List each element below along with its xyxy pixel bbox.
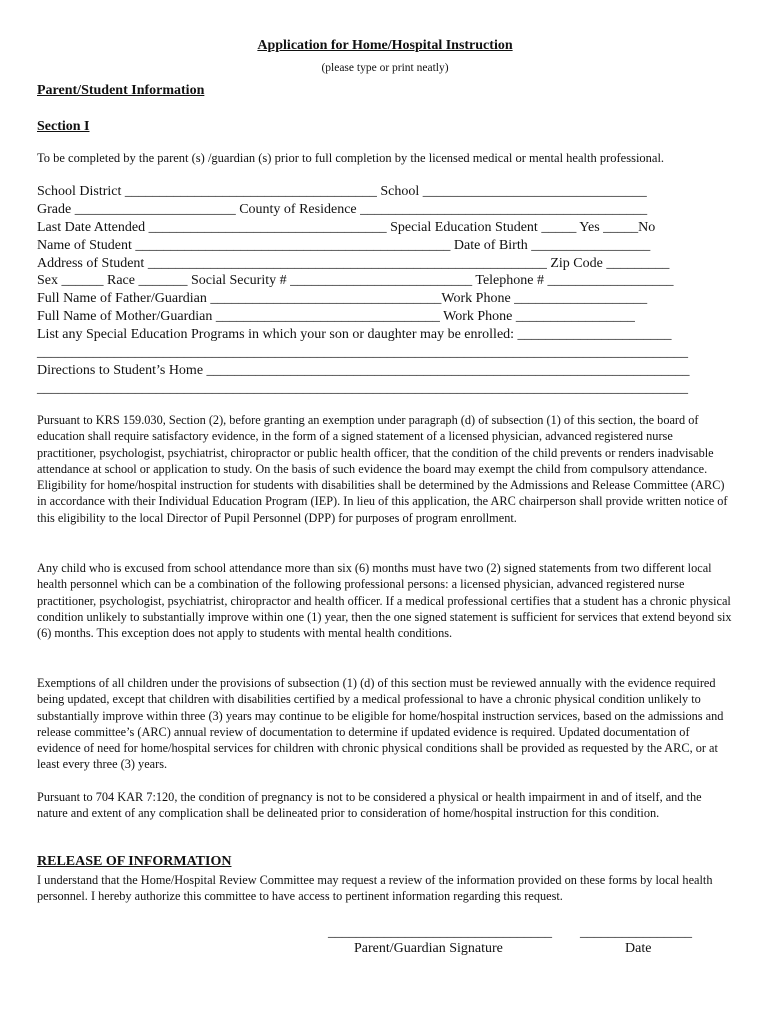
date-label: Date bbox=[625, 941, 652, 956]
paragraph-pregnancy: Pursuant to 704 KAR 7:120, the condition of pregnancy is not to be considered a physical or health impairment in and of itself, and the nature and extent of any complication shall be delineated prior to consideration of home/hospital instruction for this condition. bbox=[37, 790, 702, 821]
date-line[interactable]: ________________ bbox=[580, 925, 692, 940]
grade-line[interactable]: Grade _______________________ County of Residence _________________________________________ bbox=[37, 202, 648, 217]
directions-continuation[interactable]: _____________________________________________________________________________________________ bbox=[37, 381, 688, 396]
school-district-line[interactable]: School District ____________________________________ School ________________________________ bbox=[37, 184, 647, 199]
sex-race-ssn-line[interactable]: Sex ______ Race _______ Social Security # __________________________ Telephone # __________________ bbox=[37, 273, 674, 288]
paragraph-exemptions: Exemptions of all children under the provisions of subsection (1) (d) of this section must be reviewed annually with the evidence required being updated, except that children with disabilities certified by a medical professional to have a chronic physical condition unlikely to substantially improve within three (3) years may continue to be eligible for home/hospital instruction services, based on the admissions and release committee’s (ARC) annual review of documentation to determine if updated evidence is required. Updated documentation of evidence of need for home/hospital services for children with chronic physical conditions shall be provided as requested by the ARC, or at least every three (3) years. bbox=[37, 676, 724, 772]
section-label: Section I bbox=[37, 119, 90, 134]
mother-name-line[interactable]: Full Name of Mother/Guardian ________________________________ Work Phone _________________ bbox=[37, 309, 635, 324]
special-ed-programs-continuation[interactable]: _____________________________________________________________________________________________ bbox=[37, 345, 688, 360]
intro-text: To be completed by the parent (s) /guardian (s) prior to full completion by the licensed medical or mental health professional. bbox=[37, 151, 665, 165]
last-date-attended-line[interactable]: Last Date Attended __________________________________ Special Education Student _____ Yes _____No bbox=[37, 220, 656, 235]
student-name-line[interactable]: Name of Student _____________________________________________ Date of Birth _________________ bbox=[37, 238, 651, 253]
document-title: Application for Home/Hospital Instruction bbox=[257, 38, 513, 53]
signature-label: Parent/Guardian Signature bbox=[354, 941, 503, 956]
address-line[interactable]: Address of Student _________________________________________________________ Zip Code _________ bbox=[37, 256, 670, 271]
paragraph-six-months: Any child who is excused from school attendance more than six (6) months must have two (2) signed statements from two different local health personnel which can be a combination of the following professional persons: a licensed physician, advanced registered nurse practitioner, psychologist, psychiatrist, chiropractor and health officer. If a medical professional certifies that a student has a chronic physical condition unlikely to substantially improve within one (1) year, then the one signed statement is sufficient for services that extend beyond six (6) months. This exception does not apply to students with mental health conditions. bbox=[37, 561, 732, 641]
release-text: I understand that the Home/Hospital Review Committee may request a review of the information provided on these forms by local health personnel. I hereby authorize this committee to have access to pertinent information regarding this request. bbox=[37, 873, 713, 904]
release-heading: RELEASE OF INFORMATION bbox=[37, 854, 232, 869]
section-heading: Parent/Student Information bbox=[37, 83, 205, 98]
document-subtitle: (please type or print neatly) bbox=[321, 62, 449, 74]
signature-line[interactable]: ________________________________ bbox=[328, 925, 552, 940]
directions-line[interactable]: Directions to Student’s Home _____________________________________________________________________ bbox=[37, 363, 690, 378]
paragraph-krs: Pursuant to KRS 159.030, Section (2), before granting an exemption under paragraph (d) of subsection (1) of this section, the board of education shall require satisfactory evidence, in the form of a signed statement of a licensed physician, advanced registered nurse practitioner, psychologist, psychiatrist, chiropractor or public health officer, that the condition of the child prevents or renders inadvisable attendance at school or application to study. On the basis of such evidence the board may exempt the child from compulsory attendance. Eligibility for home/hospital instruction for students with disabilities shall be determined by the Admissions and Release Committee (ARC) in accordance with their Individual Education Program (IEP). In lieu of this application, the ARC chairperson shall provide written notice of this eligibility to the local Director of Pupil Personnel (DPP) for purposes of program enrollment. bbox=[37, 413, 728, 525]
father-name-line[interactable]: Full Name of Father/Guardian _________________________________Work Phone ___________________ bbox=[37, 291, 648, 306]
special-ed-programs-line[interactable]: List any Special Education Programs in which your son or daughter may be enrolled: ______________________ bbox=[37, 327, 672, 342]
